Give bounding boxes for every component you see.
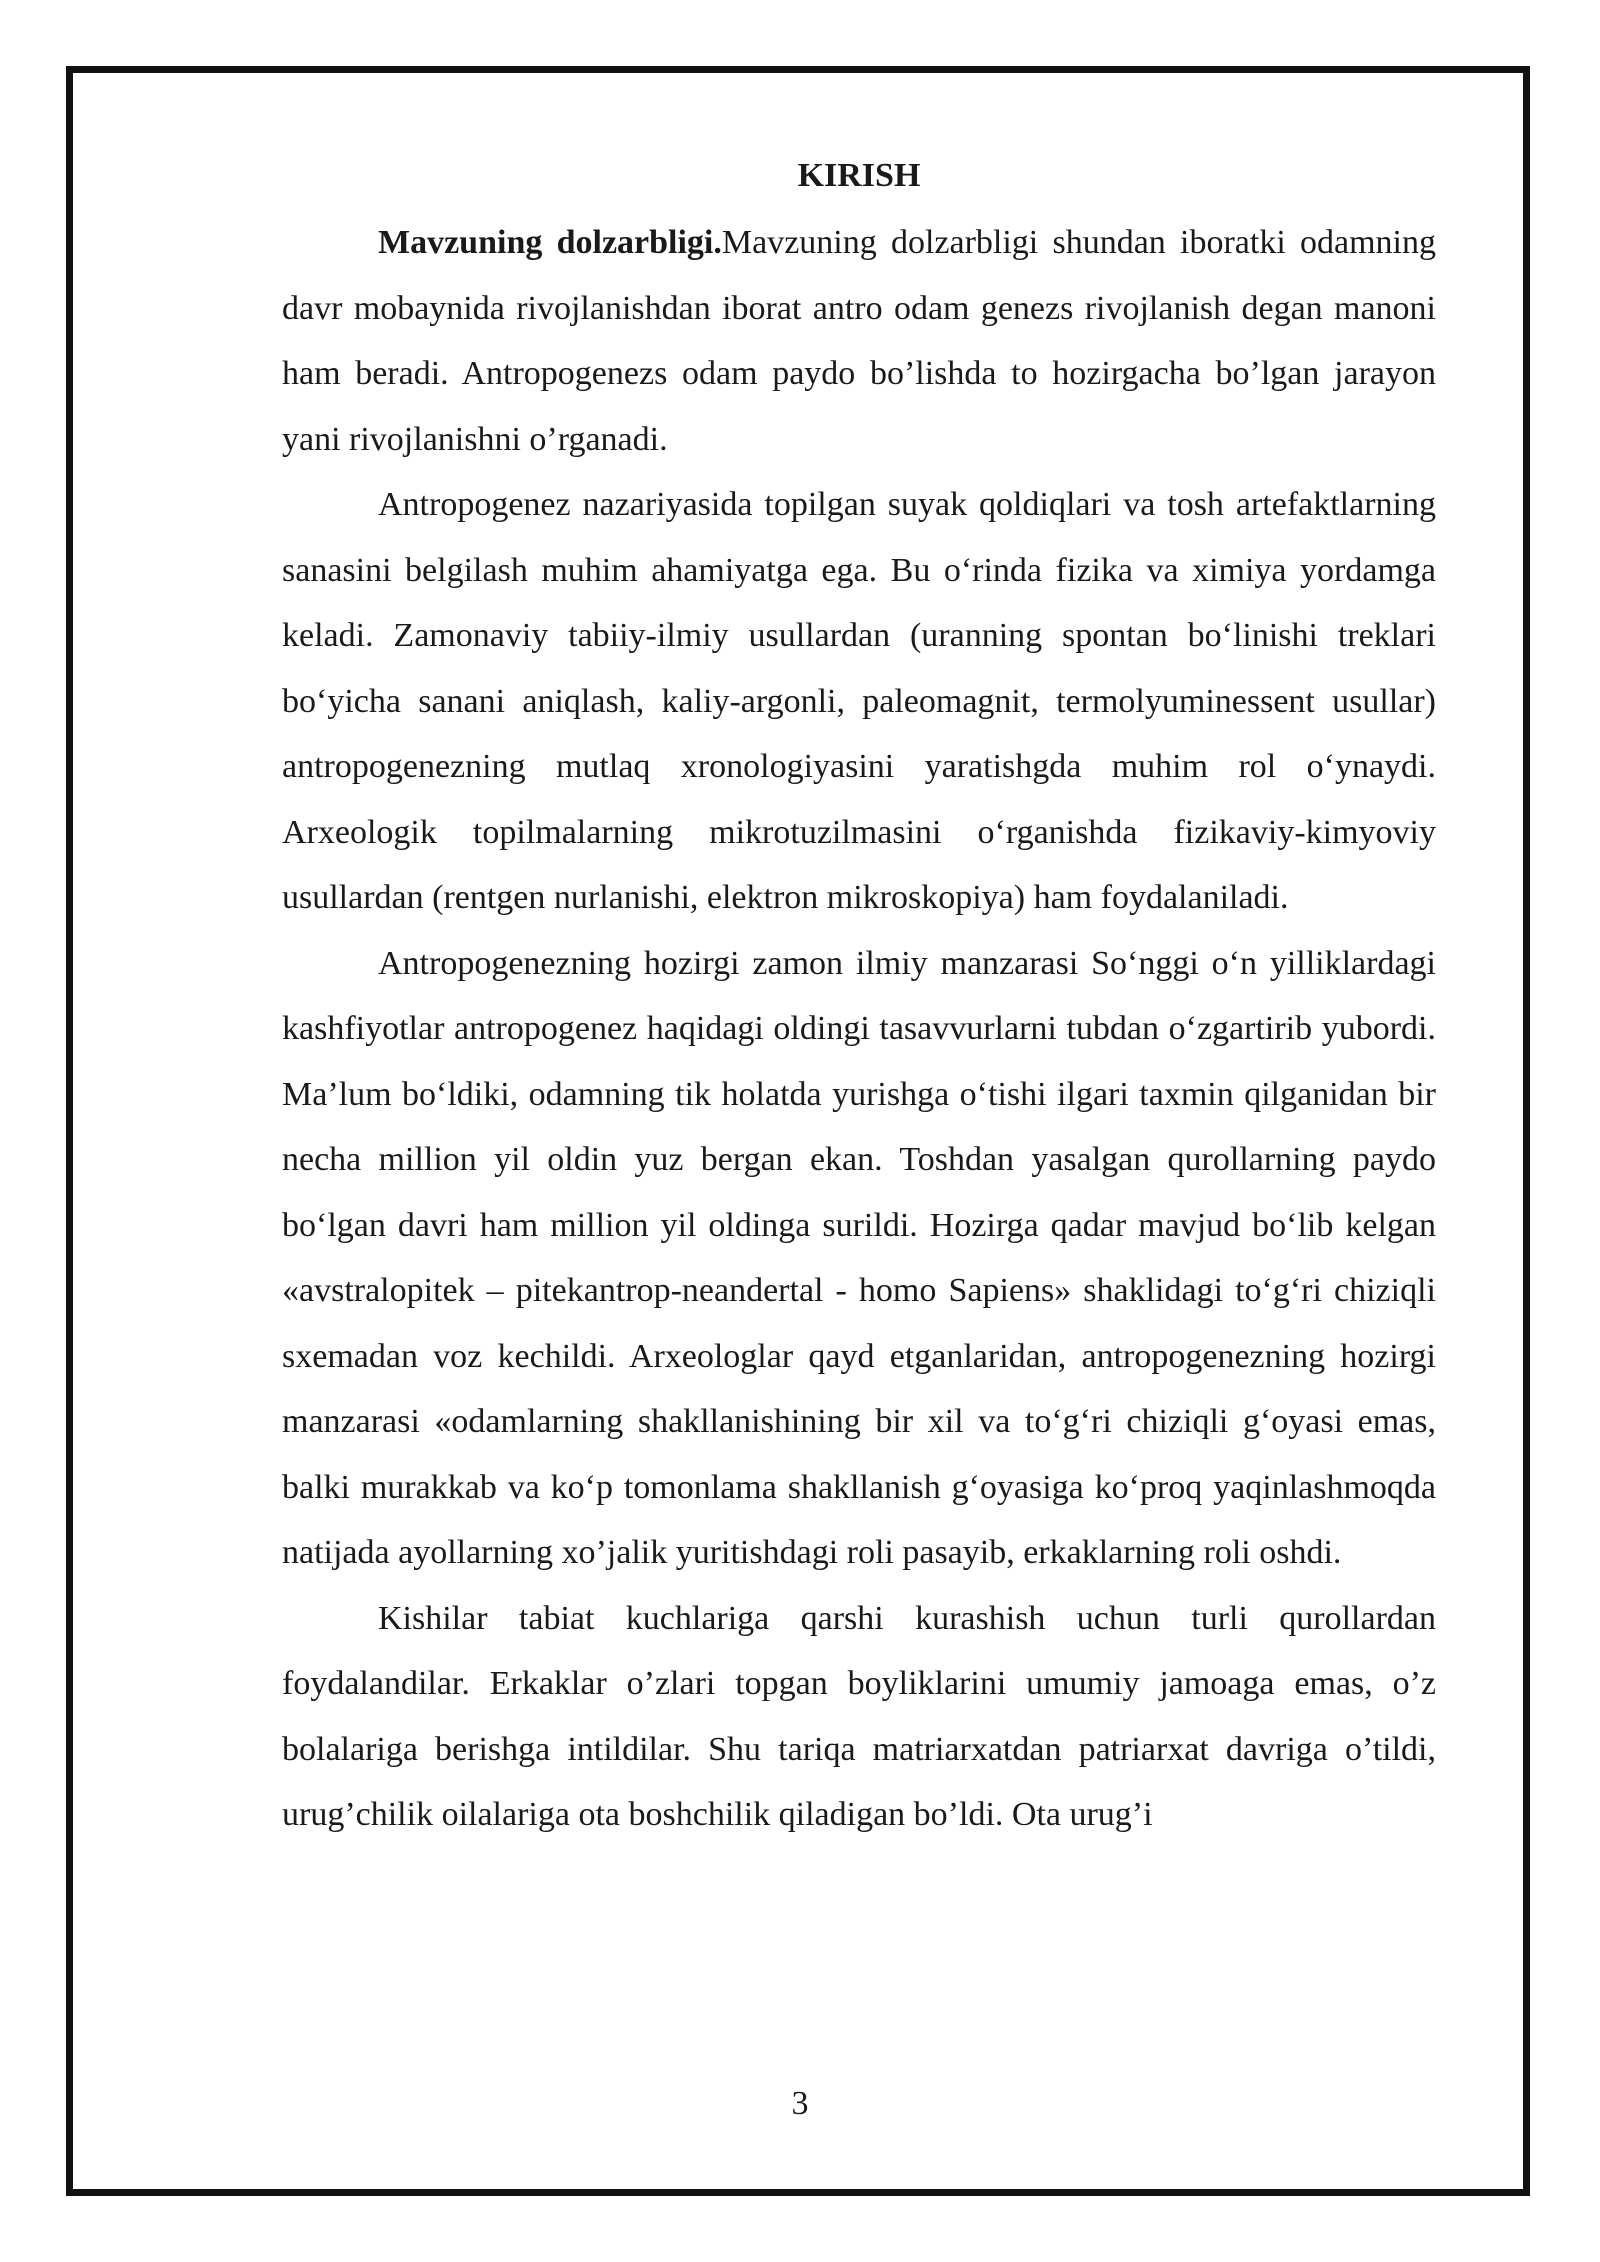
page-number: 3 [791, 2085, 809, 2122]
paragraph-modern-picture: Antropogenezning hozirgi zamon ilmiy manzarasi Soʻnggi oʻn yilliklardagi kashfiyotlar antropogenez haqidagi oldingi tasavvurlarni tubdan oʻzgartirib yubordi. Ma’lum boʻldiki, odamning tik holatda yurishga oʻtishi ilgari taxmin qilganidan bir necha million yil oldin yuz bergan ekan. Toshdan yasalgan qurollarning paydo boʻlgan davri ham million yil oldinga surildi. Hozirga qadar mavjud boʻlib kelgan «avstralopitek – pitekantrop-neandertal - homo Sapiens» shaklidagi toʻgʻri chiziqli sxemadan voz kechildi. Arxeologlar qayd etganlaridan, antropogenezning hozirgi manzarasi «odamlarning shakllanishining bir xil va toʻgʻri chiziqli gʻoyasi emas, balki murakkab va koʻp tomonlama shakllanish gʻoyasiga koʻproq yaqinlashmoqda natijada ayollarning xo’jalik yuritishdagi roli pasayib, erkaklarning roli oshdi. [282, 944, 1436, 1571]
paragraph-text: Mavzuning dolzarbligi shundan iboratki odamning davr mobaynida rivojlanishdan iborat antro odam genezs rivojlanish degan manoni ham beradi. Antropogenezs odam paydo bo’lishda to hozirgacha bo’lgan jarayon yani rivojlanishni o’rganadi. [282, 224, 1436, 458]
page-content [282, 150, 1436, 1848]
paragraph-relevance [282, 210, 1436, 472]
paragraph-lead: Mavzuning dolzarbligi. [378, 224, 722, 261]
paragraph-dating-methods: Antropogenez nazariyasida topilgan suyak qoldiqlari va tosh artefaktlarning sanasini belgilash muhim ahamiyatga ega. Bu oʻrinda fizika va ximiya yordamga keladi. Zamonaviy tabiiy-ilmiy usullardan (uranning spontan boʻlinishi treklari boʻyicha sanani aniqlash, kaliy-argonli, paleomagnit, termolyuminessent usullar) antropogenezning mutlaq xronologiyasini yaratishgda muhim rol oʻynaydi. Arxeologik topilmalarning mikrotuzilmasini oʻrganishda fizikaviy-kimyoviy usullardan (rentgen nurlanishi, elektron mikroskopiya) ham foydalaniladi. [282, 486, 1436, 916]
paragraph-patriarchy: Kishilar tabiat kuchlariga qarshi kurashish uchun turli qurollardan foydalandilar. Erkaklar o’zlari topgan boyliklarini umumiy jamoaga emas, o’z bolalariga berishga intildilar. Shu tariqa matriarxatdan patriarxat davriga o’tildi, urug’chilik oilalariga ota boshchilik qiladigan bo’ldi. Ota urug’i [282, 1599, 1436, 1833]
section-title: KIRISH [797, 157, 921, 194]
